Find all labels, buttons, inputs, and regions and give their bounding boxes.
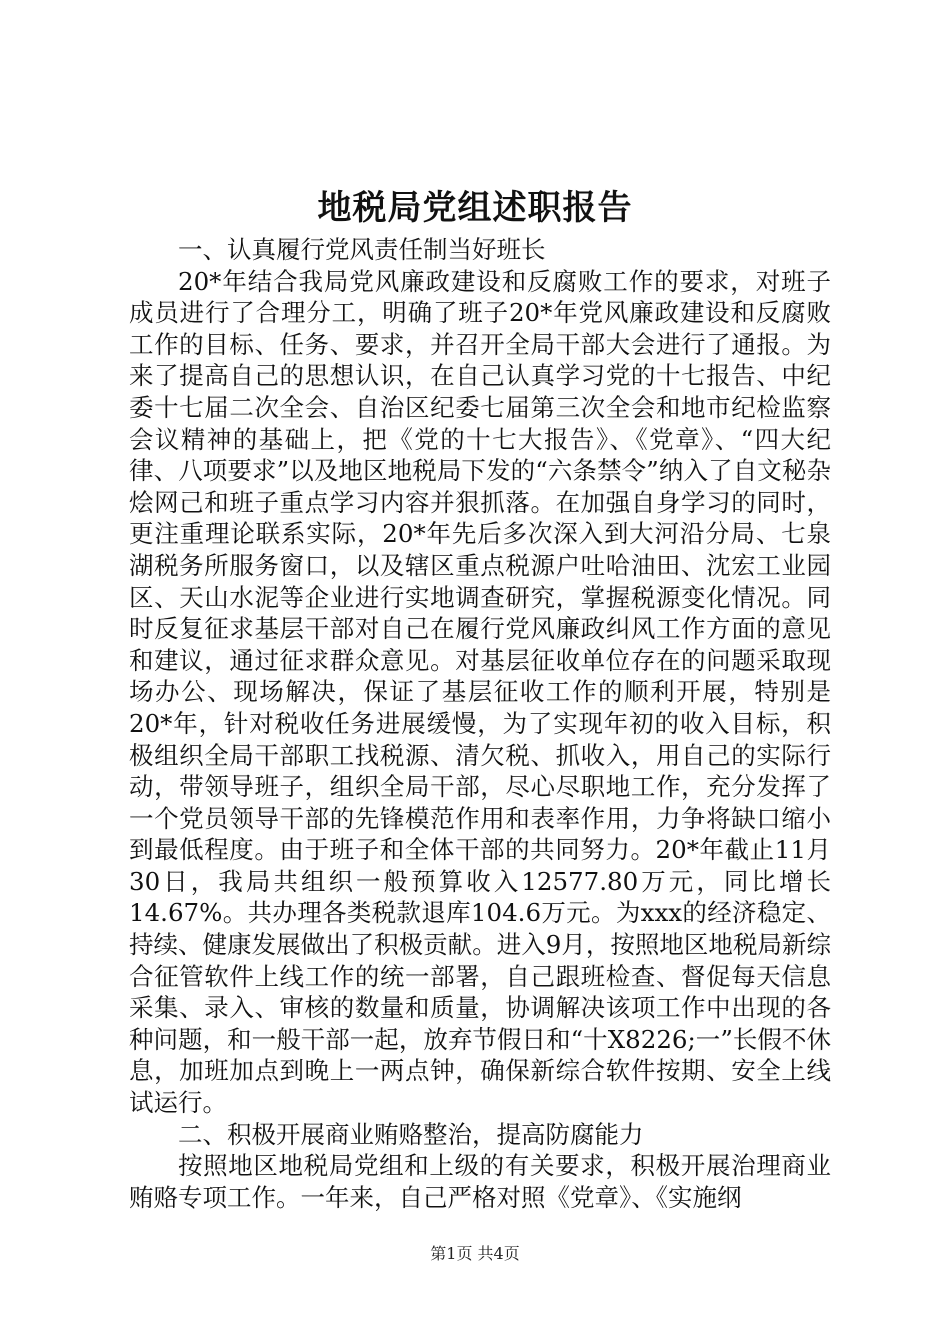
- document-body: [129, 234, 831, 1213]
- document-title: 地税局党组述职报告: [317, 188, 633, 228]
- section-heading-2: 二、积极开展商业贿赂整治，提高防腐能力: [178, 1119, 644, 1149]
- page-footer: 第1页 共4页: [430, 1244, 520, 1263]
- section-paragraph-1: 20*年结合我局党风廉政建设和反腐败工作的要求，对班子成员进行了合理分工，明确了班子20*年党风廉政建设和反腐败工作的目标、任务、要求，并召开全局干部大会进行了通报。为来了提高自己的思想认识，在自己认真学习党的十七报告、中纪委十七届二次全会、自治区纪委七届第三次全会和地市纪检监察会议精神的基础上，把《党的十七大报告》、《党章》、“四大纪律、八项要求”以及地区地税局下发的“六条禁令”纳入了自文秘杂烩网己和班子重点学习内容并狠抓落。在加强自身学习的同时，更注重理论联系实际，20*年先后多次深入到大河沿分局、七泉湖税务所服务窗口，以及辖区重点税源户吐哈油田、沈宏工业园区、天山水泥等企业进行实地调查研究，掌握税源变化情况。同时反复征求基层干部对自己在履行党风廉政纠风工作方面的意见和建议，通过征求群众意见。对基层征收单位存在的问题采取现场办公、现场解决，保证了基层征收工作的顺利开展，特别是20*年，针对税收任务进展缓慢，为了实现年初的收入目标，积极组织全局干部职工找税源、清欠税、抓收入，用自己的实际行动，带领导班子，组织全局干部，尽心尽职地工作，充分发挥了一个党员领导干部的先锋模范作用和表率作用，力争将缺口缩小到最低程度。由于班子和全体干部的共同努力。20*年截止11月30日，我局共组织一般预算收入12577.80万元，同比增长14.67%。共办理各类税款退库104.6万元。为xxx的经济稳定、持续、健康发展做出了积极贡献。进入9月，按照地区地税局新综合征管软件上线工作的统一部署，自己跟班检查、督促每天信息采集、录入、审核的数量和质量，协调解决该项工作中出现的各种问题，和一般干部一起，放弃节假日和“十X8226;一”长假不休息，加班加点到晚上一两点钟，确保新综合软件按期、安全上线试运行。: [129, 266, 831, 1118]
- section-heading-1: 一、认真履行党风责任制当好班长: [178, 235, 546, 264]
- section-paragraph-2: 按照地区地税局党组和上级的有关要求，积极开展治理商业贿赂专项工作。一年来，自己严格对照《党章》、《实施纲: [129, 1151, 831, 1212]
